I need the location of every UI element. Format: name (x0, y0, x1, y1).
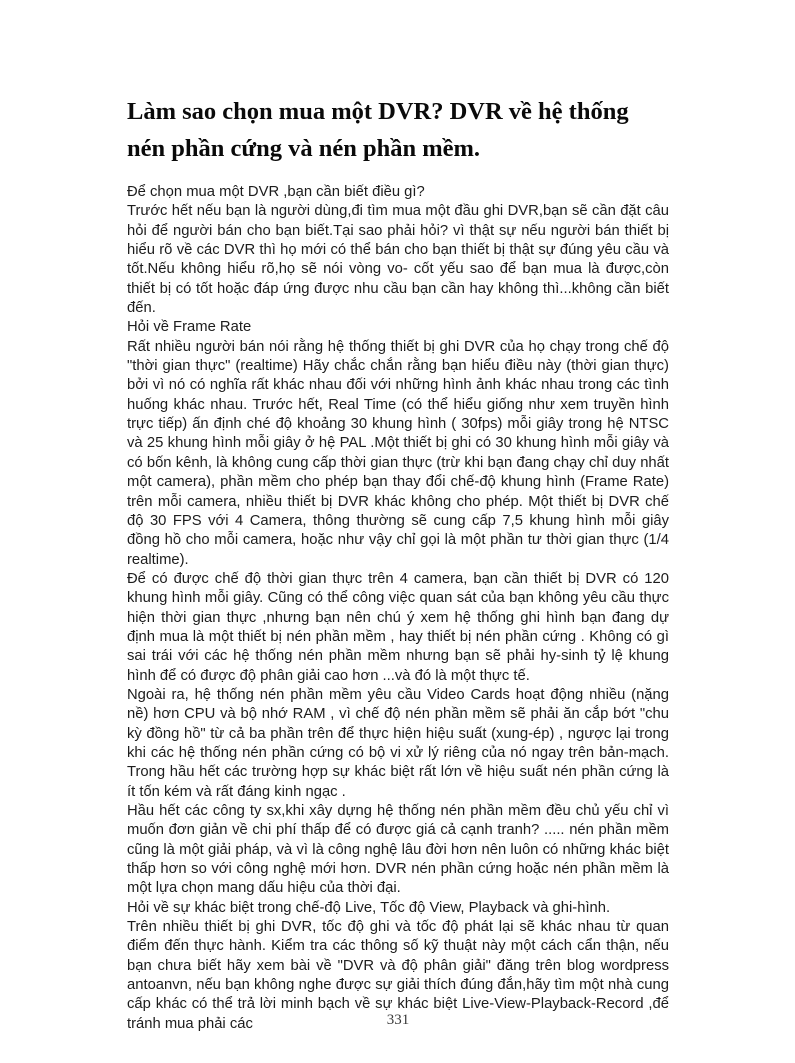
document-title: Làm sao chọn mua một DVR? DVR về hệ thống nén phần cứng và nén phần mềm. (127, 98, 629, 162)
intro-question: Để chọn mua một DVR ,bạn cần biết điều gì? (127, 184, 425, 200)
document-body (127, 183, 669, 1034)
paragraph-software-compression-load: Ngoài ra, hệ thống nén phần mềm yêu cầu Video Cards hoạt động nhiều (nặng nề) hơn CPU và bộ nhớ RAM , vì chế độ nén phần mềm sẽ phải ăn cắp bớt "chu kỳ đồng hồ" từ cả ba phần trên để thực hiện hiệu suất (xung-ép) , ngược lại trong khi các hệ thống nén phần cứng có bộ vi xử lý riêng của nó ngay trên bản-mạch. Trong hầu hết các trường hợp sự khác biệt rất lớn về hiệu suất nén phần cứng là ít tốn kém và rất đáng kinh ngạc . (127, 686, 669, 800)
document-content (127, 93, 669, 1034)
paragraph-record-playback-speeds: Trên nhiều thiết bị ghi DVR, tốc độ ghi và tốc độ phát lại sẽ khác nhau từ quan điểm đến thực hành. Kiểm tra các thông số kỹ thuật này một cách cẩn thận, nếu bạn chưa biết hãy xem bài về "DVR và độ phân giải" đăng trên blog wordpress antoanvn, nếu bạn không nghe được sự giải thích đúng đắn,hãy tìm một nhà cung cấp khác có thể trả lời minh bạch về sự khác biệt Live-View-Playback-Record ,để tránh mua phải các (127, 919, 669, 1032)
paragraph-realtime-explanation: Rất nhiều người bán nói rằng hệ thống thiết bị ghi DVR của họ chạy trong chế độ "thời gian thực" (realtime) Hãy chắc chắn rằng bạn hiểu điều này (thời gian thực) bởi vì nó có nghĩa rất khác nhau đối với những hình ảnh khác nhau trong các tình huống khác nhau. Trước hết, Real Time (có thể hiểu giống như xem truyền hình trực tiếp) ấn định ché độ khoảng 30 khung hình ( 30fps) mỗi giây trong hệ NTSC và 25 khung hình mỗi giây ở hệ PAL .Một thiết bị ghi có 30 khung hình mỗi giây và có bốn kênh, là không cung cấp thời gian thực (trừ khi bạn đang chạy chỉ duy nhất một camera), phần mềm cho phép bạn thay đổi chế-độ khung hình (Frame Rate) trên mỗi camera, nhiều thiết bị DVR khác không cho phép. Một thiết bị DVR chế độ 30 FPS với 4 Camera, thông thường sẽ cung cấp 7,5 khung hình mỗi giây đồng hồ cho mỗi camera, hoặc như vậy chỉ gọi là một phần tư thời gian thực (1/4 realtime). (127, 338, 669, 568)
paragraph-why-ask: Trước hết nếu bạn là người dùng,đi tìm mua một đầu ghi DVR,bạn sẽ cần đặt câu hỏi để người bán cho bạn biết.Tại sao phải hỏi? vì thật sự nếu người bán thiết bị hiểu rõ về các DVR thì họ mới có thể bán cho bạn thiết bị thật sự đúng yêu cầu và tốt.Nếu không hiểu rõ,họ sẽ nói vòng vo- cốt yếu sao để bạn mua là được,còn thiết bị có tốt hoặc đáp ứng được nhu cầu bạn cần hay không thì...không cần biết đến. (127, 203, 669, 317)
section-heading-live-view-playback: Hỏi về sự khác biệt trong chế-độ Live, Tốc độ View, Playback và ghi-hình. (127, 899, 611, 916)
page-number: 331 (386, 1012, 410, 1028)
section-heading-frame-rate: Hỏi về Frame Rate (127, 319, 252, 336)
paragraph-120fps-requirement: Để có được chế độ thời gian thực trên 4 camera, bạn cần thiết bị DVR có 120 khung hình mỗi giây. Cũng có thể công việc quan sát của bạn không yêu cầu thực hiện thời gian thực ,nhưng bạn nên chú ý xem hệ thống ghi hình bạn đang dự định mua là một thiết bị nén phần mềm , hay thiết bị nén phần cứng . Không có gì sai trái với các hệ thống nén phần mềm nhưng bạn sẽ phải hy-sinh tỷ lệ khung hình để có được độ phân giải cao hơn ...và đó là một thực tế. (127, 570, 669, 684)
paragraph-manufacturers-cost: Hầu hết các công ty sx,khi xây dựng hệ thống nén phần mềm đều chủ yếu chỉ vì muốn đơn giản về chi phí thấp để có được giá cả cạnh tranh? ..... nén phần mềm cũng là một giải pháp, và vì là công nghệ lâu đời hơn nên luôn có những khác biệt thấp hơn so với công nghệ mới hơn. DVR nén phần cứng hoặc nén phần mềm là một lựa chọn mang dấu hiệu của thời đại. (127, 803, 669, 897)
